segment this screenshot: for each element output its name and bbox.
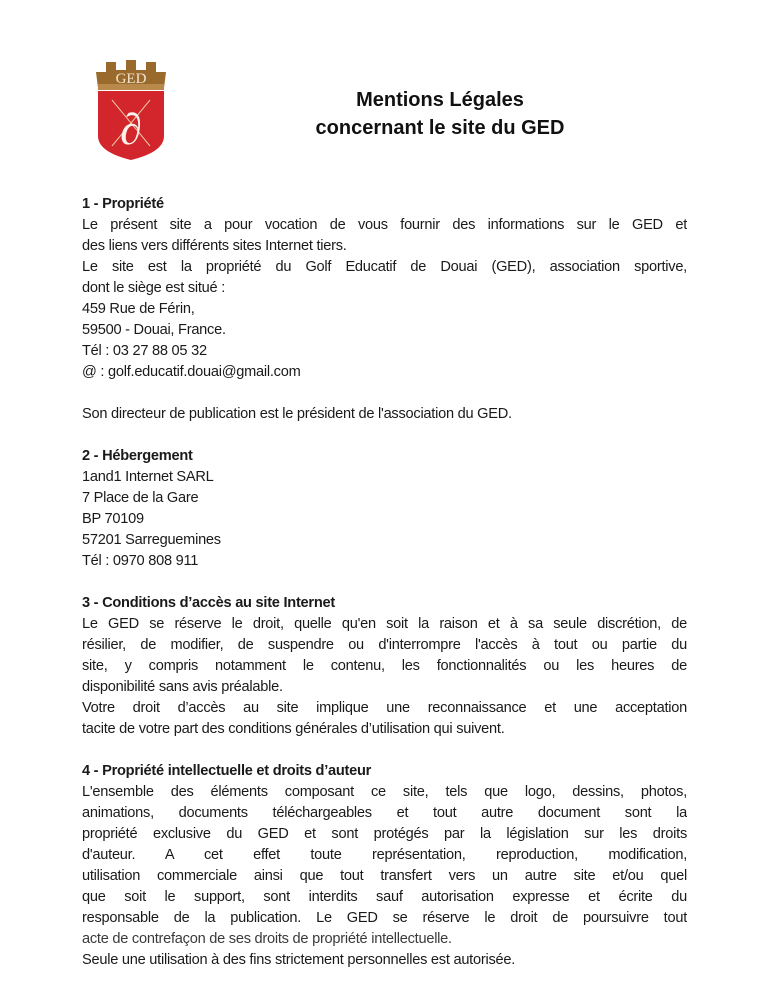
text-line: Son directeur de publication est le président de l'association du GED. [82, 406, 512, 422]
section-4 [82, 761, 687, 971]
text-line: L'ensemble des éléments composant ce site, tels que logo, dessins, photos, [82, 784, 687, 800]
document-body [82, 194, 687, 971]
text-line: 459 Rue de Férin, [82, 301, 195, 317]
text-line: site, y compris notamment le contenu, les fonctionnalités ou les heures de [82, 658, 687, 674]
svg-text:∂: ∂ [120, 105, 142, 154]
text-line: Tél : 0970 808 911 [82, 553, 199, 569]
text-line: acte de contrefaçon de ses droits de propriété intellectuelle. [82, 931, 452, 947]
text-line: 59500 - Douai, France. [82, 322, 226, 338]
text-line: @ : golf.educatif.douai@gmail.com [82, 364, 301, 380]
text-line: disponibilité sans avis préalable. [82, 679, 283, 695]
section-spacer [82, 425, 687, 446]
text-line: Le GED se réserve le droit, quelle qu'en soit la raison et à sa seule discrétion, de [82, 616, 687, 632]
text-line: Votre droit d’accès au site implique une reconnaissance et une acceptation [82, 700, 687, 716]
section-3 [82, 593, 687, 740]
page-title [230, 86, 650, 142]
section-2 [82, 446, 687, 572]
text-line: 1and1 Internet SARL [82, 469, 214, 485]
text-line: responsable de la publication. Le GED se réserve le droit de poursuivre tout [82, 910, 687, 926]
section-heading: 2 - Hébergement [82, 448, 193, 464]
section-spacer [82, 572, 687, 593]
text-line: utilisation commerciale ainsi que tout transfert vers un autre site et/ou quel [82, 868, 687, 884]
text-line: Seule une utilisation à des fins strictement personnelles est autorisée. [82, 952, 516, 968]
text-line: dont le siège est situé : [82, 280, 226, 296]
section-1 [82, 194, 687, 425]
title-line-2: concernant le site du GED [315, 117, 565, 139]
text-line: des liens vers différents sites Internet tiers. [82, 238, 347, 254]
text-line: BP 70109 [82, 511, 144, 527]
section-heading: 1 - Propriété [82, 196, 164, 212]
text-line: que soit le support, sont interdits sauf autorisation expresse et écrite du [82, 889, 687, 905]
section-heading: 3 - Conditions d’accès au site Internet [82, 595, 335, 611]
section-heading: 4 - Propriété intellectuelle et droits d’auteur [82, 763, 372, 779]
text-line: 57201 Sarreguemines [82, 532, 221, 548]
ged-logo [92, 58, 170, 162]
text-line: animations, documents téléchargeables et tout autre document sont la [82, 805, 687, 821]
text-line: Le présent site a pour vocation de vous fournir des informations sur le GED et [82, 217, 687, 233]
text-line: Tél : 03 27 88 05 32 [82, 343, 207, 359]
text-line: résilier, de modifier, de suspendre ou d'interrompre l'accès à tout ou partie du [82, 637, 687, 653]
spacer [82, 383, 687, 404]
title-line-1: Mentions Légales [356, 89, 524, 111]
text-line: d'auteur. A cet effet toute représentation, reproduction, modification, [82, 847, 687, 863]
text-line: tacite de votre part des conditions générales d’utilisation qui suivent. [82, 721, 505, 737]
ged-crest-icon [92, 58, 170, 162]
text-line: Le site est la propriété du Golf Educatif de Douai (GED), association sportive, [82, 259, 687, 275]
section-spacer [82, 740, 687, 761]
text-line: 7 Place de la Gare [82, 490, 199, 506]
svg-text:GED: GED [115, 71, 147, 87]
text-line: propriété exclusive du GED et sont protégés par la législation sur les droits [82, 826, 687, 842]
